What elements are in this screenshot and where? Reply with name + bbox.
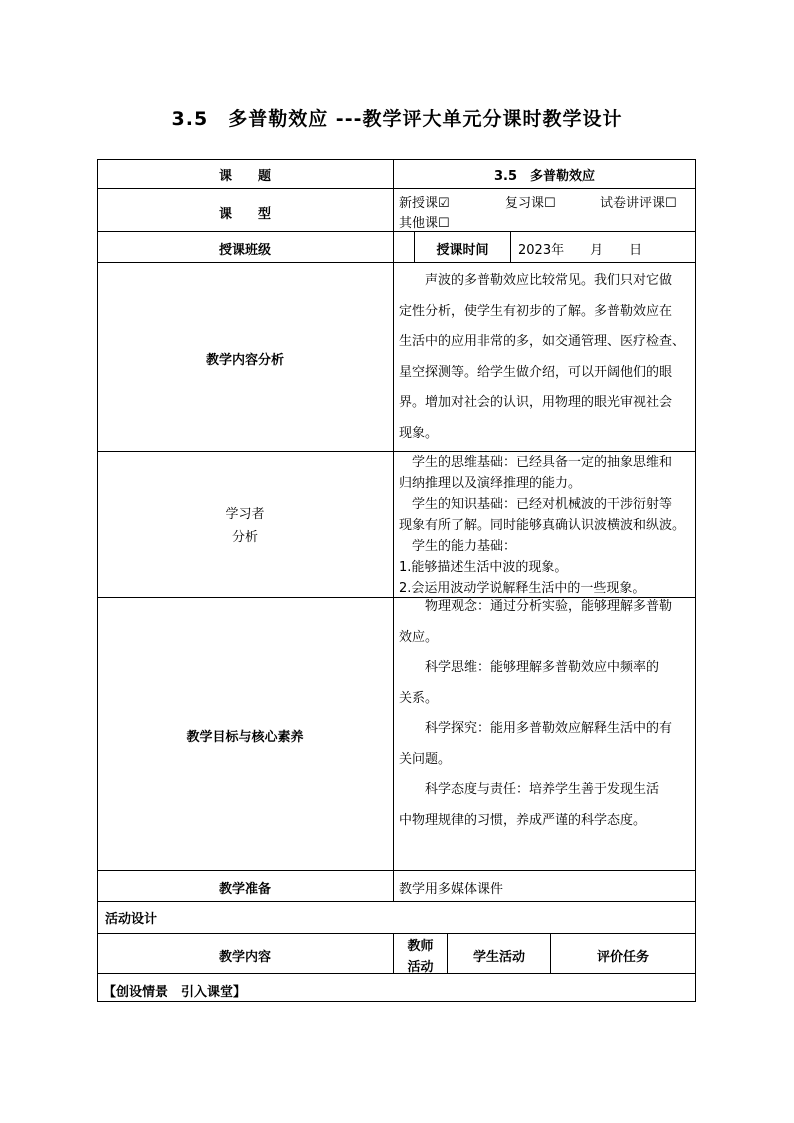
col-teacher-activity-line1: 教师 — [407, 939, 434, 954]
type-option-review: 复习课☐ — [505, 196, 556, 211]
section-heading: 【创设情景 引入课堂】 — [103, 985, 247, 1000]
time-label: 授课时间 — [436, 243, 489, 258]
learner-analysis-text: 学生的思维基础：已经具备一定的抽象思维和 归纳推理以及演绎推理的能力。 学生的知识基础：已经对机械波的干涉衍射等 现象有所了解。同时能够真确认识波横波和纵波。 学生的能力基础： 1.能够描述生活中波的现象。 2.会运用波动学说解释生活中的一些现象。 — [399, 455, 686, 596]
prep-value: 教学用多媒体课件 — [399, 882, 504, 897]
goals-label: 教学目标与核心素养 — [186, 730, 304, 745]
prep-label: 教学准备 — [218, 882, 271, 897]
col-teacher-activity-line2: 活动 — [407, 960, 434, 975]
type-option-new: 新授课☑ — [399, 196, 450, 211]
date-value: 2023年 月 日 — [518, 243, 643, 258]
class-label: 授课班级 — [218, 243, 271, 258]
content-analysis-text: 声波的多普勒效应比较常见。我们只对它做 定性分析，使学生有初步的了解。多普勒效应在 生活中的应用非常的多，如交通管理、医疗检查、 星空探测等。给学生做介绍，可以开阔他们的眼 界。增加对社会的认识，用物理的眼光审视社会 现象。 — [399, 273, 686, 441]
document-title: 3.5 多普勒效应 ---教学评大单元分课时教学设计 — [171, 108, 623, 130]
content-analysis-label: 教学内容分析 — [205, 353, 284, 368]
type-option-exam: 试卷讲评课☐ — [600, 196, 677, 211]
goals-text: 物理观念：通过分析实验，能够理解多普勒 效应。 科学思维：能够理解多普勒效应中频率的 关系。 科学探究：能用多普勒效应解释生活中的有 关问题。 科学态度与责任：培养学生善于发现生活 中物理规律的习惯，养成严谨的科学态度。 — [399, 599, 673, 828]
topic-value: 3.5 多普勒效应 — [493, 169, 596, 184]
col-teaching-content: 教学内容 — [218, 950, 271, 965]
topic-label: 课 题 — [218, 169, 271, 184]
col-student-activity: 学生活动 — [472, 950, 525, 965]
col-evaluation-task: 评价任务 — [596, 950, 649, 965]
type-option-other: 其他课☐ — [399, 216, 450, 231]
activity-design-label: 活动设计 — [105, 912, 158, 927]
learner-label-line2: 分析 — [231, 530, 258, 545]
type-label: 课 型 — [218, 207, 271, 222]
learner-label-line1: 学习者 — [225, 507, 265, 522]
